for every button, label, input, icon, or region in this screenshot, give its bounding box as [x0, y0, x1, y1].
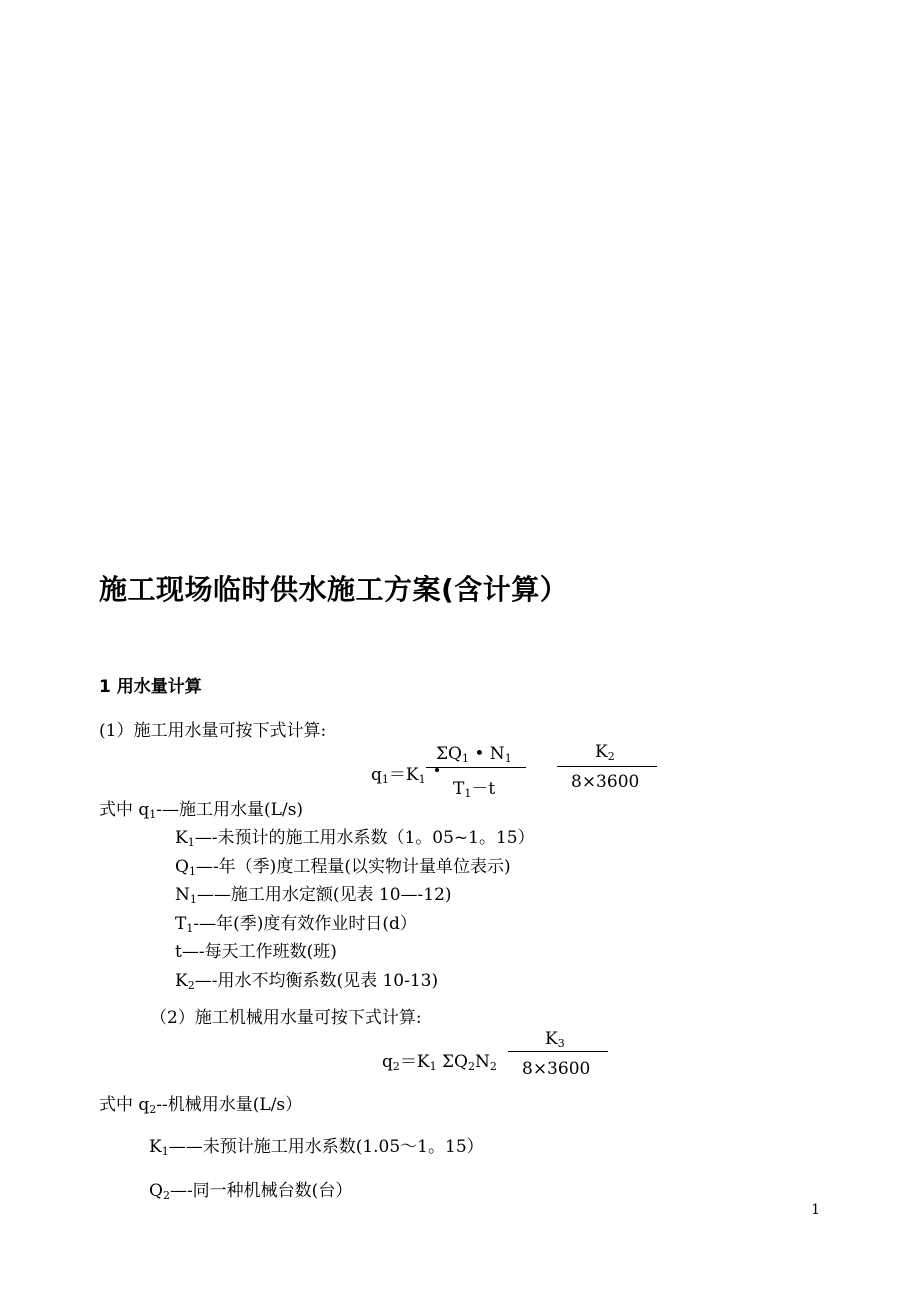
formula-1-numerator: $\Sigma Q_1$ • $N_1$: [436, 744, 512, 765]
def-n1: $N_1——$施工用水定额(见表 10—-12): [175, 885, 452, 906]
formula-1-k2-fraction-bar: [557, 766, 657, 767]
formula-1-dot: [435, 768, 439, 772]
def-k1: $K_1—-$未预计的施工用水系数（1。05~1。15）: [175, 828, 535, 849]
formula-1-fraction-bar: [426, 767, 526, 768]
formula-2-k3-numerator: $K_3$: [545, 1029, 565, 1050]
formula-1-lhs: $q_1=K_1$: [371, 765, 426, 786]
page-title: 施工现场临时供水施工方案(含计算）: [99, 573, 569, 606]
formula-2-k3-denominator: 8×3600: [522, 1059, 591, 1079]
item-1-intro: (1）施工用水量可按下式计算:: [99, 721, 327, 741]
formula-2-fraction-bar: [508, 1051, 608, 1052]
def2-k1: $K_1——$未预计施工用水系数(1.05～1。15）: [149, 1137, 484, 1158]
def-t: t—-每天工作班数(班): [175, 942, 337, 962]
section-heading: 1 用水量计算: [99, 677, 202, 697]
def-t1: $T_1-—$年(季)度有效作业时日(d）: [175, 914, 417, 935]
page-number: 1: [811, 1202, 820, 1218]
formula-1-denominator: $T_1-t$: [453, 779, 496, 800]
def-k2: $K_2—-$用水不均衡系数(见表 10-13): [175, 971, 439, 992]
formula-2-lhs: $q_2=K_1$ $\Sigma Q_2N_2$: [382, 1052, 497, 1073]
defs-1-intro: 式中 $q_1-—$施工用水量(L/s): [99, 800, 304, 821]
formula-1-k2-numerator: $K_2$: [595, 742, 615, 763]
def-q1: $Q_1—-$年（季)度工程量(以实物计量单位表示): [175, 857, 511, 878]
formula-1-k2-denominator: 8×3600: [571, 772, 640, 792]
defs-2-intro: 式中 $q_2--$机械用水量(L/s）: [99, 1095, 303, 1116]
def2-q2: $Q_2—-$同一种机械台数(台）: [149, 1181, 353, 1202]
item-2-intro: （2）施工机械用水量可按下式计算:: [150, 1008, 422, 1028]
